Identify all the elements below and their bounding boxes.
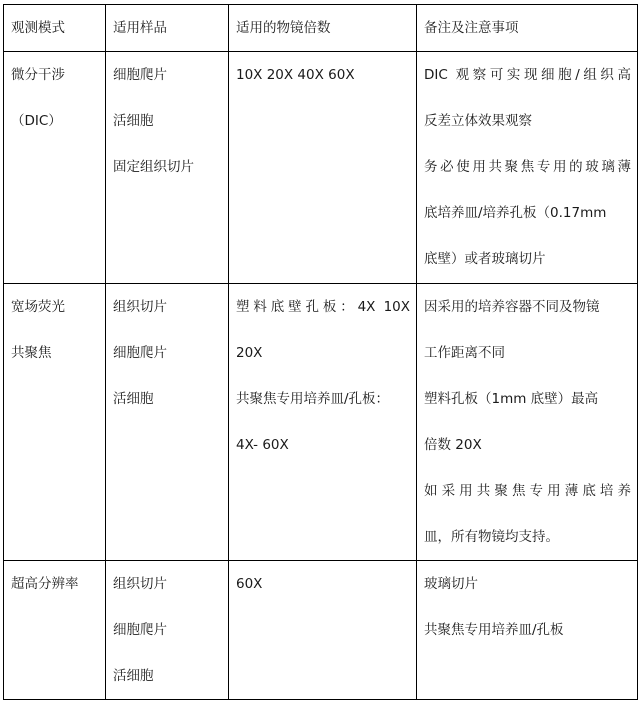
mode-cell: 超高分辨率: [4, 561, 106, 700]
objectives-cell: 60X: [229, 561, 417, 700]
notes-cell: 玻璃切片 共聚焦专用培养皿/孔板: [417, 561, 638, 700]
samples-cell: 组织切片 细胞爬片 活细胞: [106, 561, 229, 700]
header-notes: 备注及注意事项: [417, 5, 638, 52]
table-row-super-resolution: [4, 561, 638, 700]
header-samples: 适用样品: [106, 5, 229, 52]
table-row-widefield-confocal: [4, 284, 638, 561]
header-mode: 观测模式: [4, 5, 106, 52]
mode-cell: 宽场荧光 共聚焦: [4, 284, 106, 561]
objectives-cell: 10X 20X 40X 60X: [229, 52, 417, 284]
header-objectives: 适用的物镜倍数: [229, 5, 417, 52]
samples-cell: 组织切片 细胞爬片 活细胞: [106, 284, 229, 561]
table-header-row: [4, 5, 638, 52]
objectives-cell: 塑料底壁孔板：4X 10X 20X 共聚焦专用培养皿/孔板： 4X- 60X: [229, 284, 417, 561]
notes-cell: DIC 观察可实现细胞/组织高 反差立体效果观察 务必使用共聚焦专用的玻璃薄 底培养皿/培养孔板（0.17mm 底壁）或者玻璃切片: [417, 52, 638, 284]
table-row-dic: [4, 52, 638, 284]
observation-modes-table: [3, 4, 638, 700]
samples-cell: 细胞爬片 活细胞 固定组织切片: [106, 52, 229, 284]
notes-cell: 因采用的培养容器不同及物镜 工作距离不同 塑料孔板（1mm 底壁）最高 倍数 20X 如采用共聚焦专用薄底培养 皿，所有物镜均支持。: [417, 284, 638, 561]
mode-cell: 微分干涉 （DIC）: [4, 52, 106, 284]
